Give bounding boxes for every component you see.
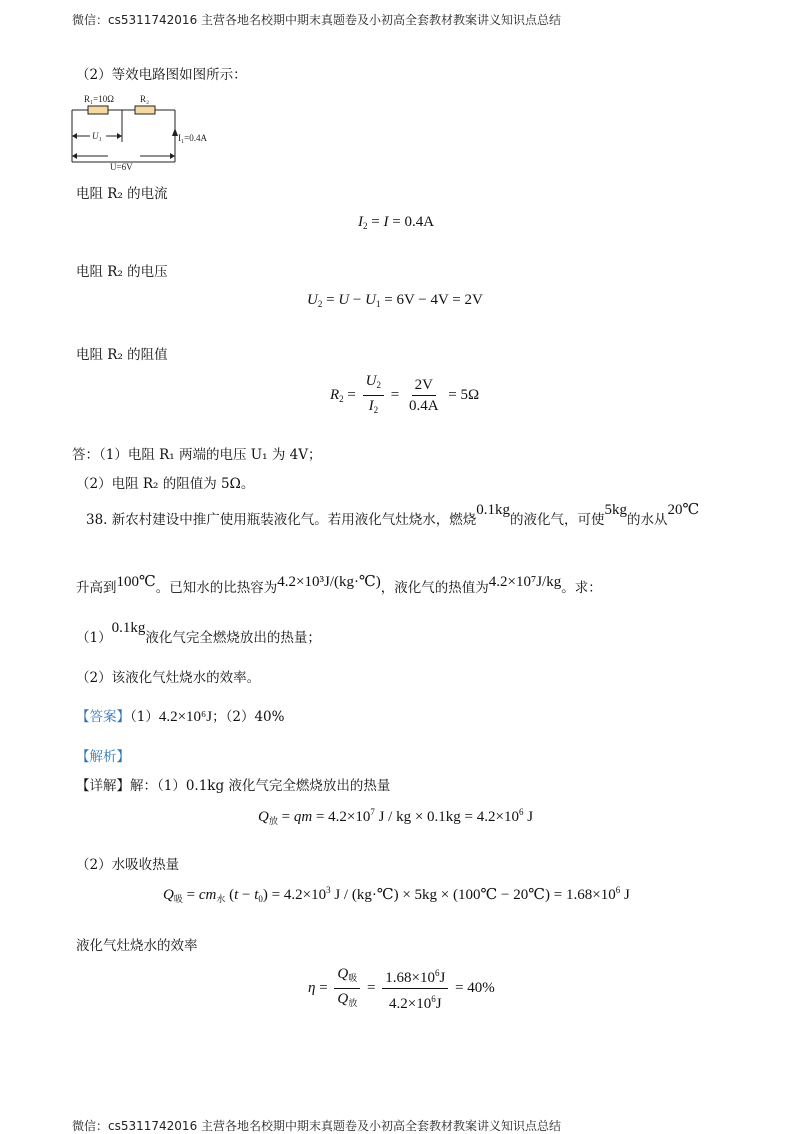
circuit-r2-label: R₂	[140, 94, 150, 104]
answer-line	[76, 707, 284, 727]
equation-q-release: $Q_放$ = qm = $4.2\times 10^7$ J / kg × $0.1kg = 4.2\times 10^6$ J	[258, 807, 534, 826]
q38-t0: 20℃	[667, 502, 700, 518]
q38-mass-gas: 0.1kg	[476, 502, 511, 518]
circuit-u-label: U=6V	[110, 162, 133, 172]
q38-line1	[86, 502, 700, 530]
circuit-diagram	[70, 92, 230, 174]
q38-text-b: 的液化气，可使	[510, 512, 605, 528]
answer37-line2: （2）电阻 R₂ 的阻值为 5Ω。	[76, 476, 255, 492]
r2-resistance-label: 电阻 R₂ 的阻值	[76, 347, 168, 363]
equation-efficiency: η = $\frac{Q_吸}{Q_放}$ = $\frac{1.68\times 10^6J}{4.2\times 10^6J}$ = 40%	[308, 966, 495, 1012]
r2-current-label: 电阻 R₂ 的电流	[76, 186, 168, 202]
circuit-r1-label: R₁=10Ω	[84, 94, 114, 104]
page-header: 微信：cs5311742016 主营各地名校期中期末真题卷及小初高全套教材教案讲义知识点总结	[72, 13, 562, 27]
u2-result: 2V	[464, 292, 483, 308]
page-footer: 微信：cs5311742016 主营各地名校期中期末真题卷及小初高全套教材教案讲义知识点总结	[72, 1119, 562, 1133]
answer-text-b: ；（2）40%	[212, 709, 285, 725]
equation-r2: $R_2$ = $\frac{U_2}{I_2}$ = $\frac{2V}{0.4A}$ = 5Ω	[330, 373, 480, 415]
equation-q-absorb: $Q_吸 = cm_水$ $(t - t_0) = 4.2\times 10^3$ J / (kg·℃) × 5kg × (100℃ − 20℃) = $1.68\times 10^6$ J	[163, 885, 630, 904]
equation-i2: $I_2 = I = 0.4A$	[358, 214, 435, 231]
q38-t1: 100℃	[116, 574, 156, 590]
q38-q-gas: 4.2×10⁷J/kg	[488, 574, 562, 590]
q38-text-c: 的水从	[627, 512, 668, 528]
q38-text-a: 38. 新农村建设中推广使用瓶装液化气。若用液化气灶烧水，燃烧	[86, 512, 477, 528]
u-value: 6V	[396, 292, 415, 308]
q38-line2	[76, 574, 602, 598]
r2-num: 2V	[412, 376, 436, 396]
r2-voltage-label: 电阻 R₂ 的电压	[76, 264, 168, 280]
equation-u2: $U_2 = U - U_1 = 6V - 4V = 2V$	[307, 292, 483, 309]
q38-text-f: ，液化气的热值为	[380, 580, 489, 596]
answer-text-a: （1）	[130, 709, 159, 725]
answer-q-value: 4.2×10⁶J	[158, 709, 213, 725]
q38-text-d: 升高到	[76, 580, 117, 596]
q38-sub1-mass: 0.1kg	[111, 620, 146, 636]
q38-sub1-prefix: （1）	[76, 630, 112, 646]
efficiency-label: 液化气灶烧水的效率	[76, 938, 198, 954]
answer-tag: 【答案】	[76, 709, 130, 725]
q38-mass-water: 5kg	[604, 502, 628, 518]
circuit-u1-label: U₁	[92, 131, 102, 141]
q38-sub1	[76, 620, 321, 648]
q38-text-e: 。已知水的比热容为	[155, 580, 278, 596]
i2-value: 0.4A	[404, 214, 435, 230]
answer37-line1: 答：（1）电阻 R₁ 两端的电压 U₁ 为 4V；	[72, 447, 322, 463]
circuit-i1-label: I₁=0.4A	[178, 133, 207, 143]
q38-sub2: （2）该液化气灶烧水的效率。	[76, 670, 261, 686]
q38-sub1-text: 液化气完全燃烧放出的热量；	[145, 630, 321, 646]
r2-den: 0.4A	[408, 398, 439, 414]
part2-intro: （2）等效电路图如图所示：	[76, 67, 247, 83]
part2-heat-label: （2）水吸收热量	[76, 857, 180, 873]
u1-value: 4V	[430, 292, 449, 308]
q38-text-g: 。求：	[561, 580, 602, 596]
q38-c-water: 4.2×10³J/(kg·℃)	[277, 574, 381, 590]
r2-result: 5Ω	[460, 386, 480, 403]
detail-line: 【详解】解：（1）0.1kg 液化气完全燃烧放出的热量	[76, 778, 391, 794]
analysis-tag: 【解析】	[76, 749, 130, 765]
